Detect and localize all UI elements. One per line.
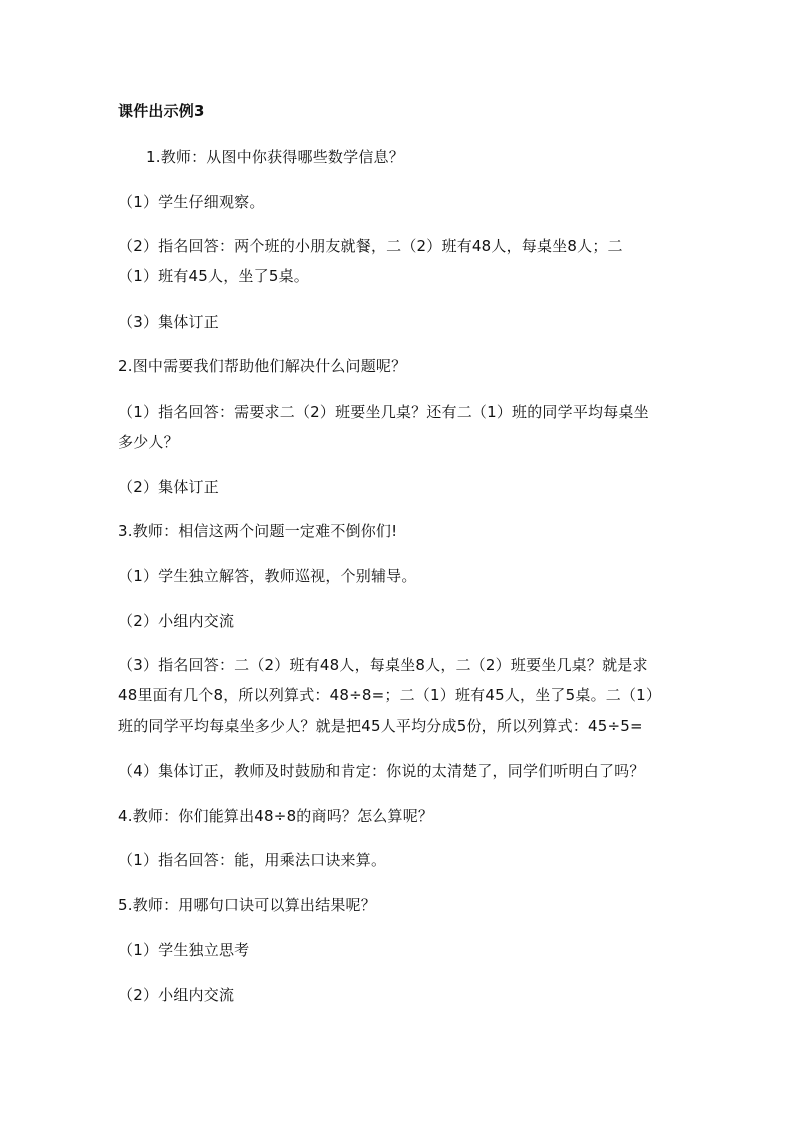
paragraph-sub-3-2: （2）小组内交流	[118, 612, 235, 630]
paragraph-sub-4-1: （1）指名回答：能，用乘法口诀来算。	[118, 851, 387, 869]
paragraph-sub-3-3-cont-1: 48里面有几个8，所以列算式：48÷8=；二（1）班有45人，坐了5桌。二（1）	[118, 686, 662, 704]
paragraph-sub-5-2: （2）小组内交流	[118, 986, 235, 1004]
paragraph-sub-3-1: （1）学生独立解答，教师巡视，个别辅导。	[118, 567, 417, 585]
paragraph-step-5: 5.教师：用哪句口诀可以算出结果呢？	[118, 896, 376, 914]
paragraph-sub-3-3: （3）指名回答：二（2）班有48人，每桌坐8人，二（2）班要坐几桌？就是求	[118, 656, 648, 674]
paragraph-sub-2-1: （1）指名回答：需要求二（2）班要坐几桌？还有二（1）班的同学平均每桌坐	[118, 403, 649, 421]
paragraph-sub-2-1-cont: 多少人？	[118, 433, 179, 451]
paragraph-sub-1-2: （2）指名回答：两个班的小朋友就餐，二（2）班有48人，每桌坐8人；二	[118, 237, 623, 255]
section-title: 课件出示例3	[118, 102, 205, 120]
paragraph-sub-3-3-cont-2: 班的同学平均每桌坐多少人？就是把45人平均分成5份，所以列算式：45÷5=	[118, 717, 643, 735]
paragraph-step-3: 3.教师：相信这两个问题一定难不倒你们!	[118, 522, 398, 540]
paragraph-sub-1-3: （3）集体订正	[118, 313, 219, 331]
paragraph-step-2: 2.图中需要我们帮助他们解决什么问题呢？	[118, 357, 407, 375]
paragraph-step-4: 4.教师：你们能算出48÷8的商吗？怎么算呢？	[118, 807, 434, 825]
paragraph-sub-1-2-cont: （1）班有45人，坐了5桌。	[118, 267, 309, 285]
paragraph-sub-3-4: （4）集体订正，教师及时鼓励和肯定：你说的太清楚了，同学们听明白了吗？	[118, 762, 645, 780]
paragraph-sub-5-1: （1）学生独立思考	[118, 941, 250, 959]
paragraph-sub-1-1: （1）学生仔细观察。	[118, 193, 265, 211]
paragraph-step-1: 1.教师：从图中你获得哪些数学信息？	[146, 148, 404, 166]
paragraph-sub-2-2: （2）集体订正	[118, 478, 219, 496]
